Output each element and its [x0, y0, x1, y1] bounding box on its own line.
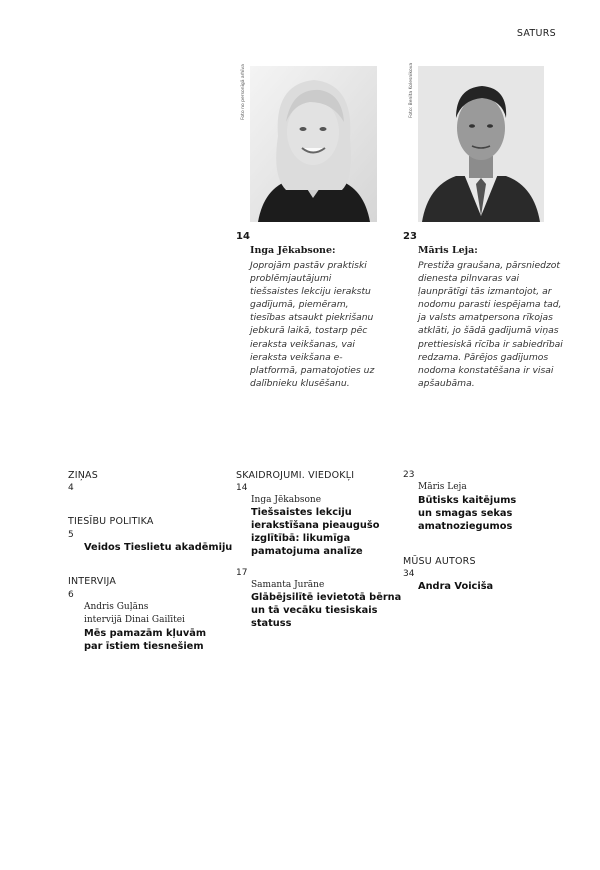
photo-credit-2: Foto: Benita Kolesnikova: [409, 62, 414, 118]
feature-person-name: Māris Leja:: [418, 245, 478, 256]
feature-person-name: Inga Jēkabsone:: [250, 245, 336, 256]
toc-entry-author: Andris Guļāns: [84, 602, 149, 612]
toc-entry-title[interactable]: pamatojuma analīze: [251, 546, 363, 557]
toc-page-number[interactable]: 17: [236, 568, 248, 578]
toc-section-tiesibu-politika: TIESĪBU POLITIKA: [68, 516, 154, 527]
feature-quote: Joprojām pastāv praktiski problēmjautājumi tiešsaistes lekciju ierakstu gadījumā, piemēram, tiesības atsaukt piekrišanu jebkurā laikā, tostarp pēc ieraksta veikšanas, vai ieraksta veikšana e-platformā, pamatojoties uz dalībnieku klusēšanu.: [250, 260, 375, 389]
toc-section-zinas: ZIŅAS: [68, 470, 98, 481]
toc-entry-title[interactable]: Andra Voiciša: [418, 581, 494, 592]
toc-entry-author: Māris Leja: [418, 482, 467, 492]
toc-entry-title[interactable]: ierakstīšana pieaugušo: [251, 520, 380, 531]
toc-page-number[interactable]: 6: [68, 590, 74, 600]
toc-entry-title[interactable]: Būtisks kaitējums: [418, 495, 517, 506]
toc-section-intervija: INTERVIJA: [68, 576, 117, 587]
portrait-photo-inga: [250, 66, 377, 222]
page-header-label: SATURS: [516, 28, 556, 39]
portrait-photo-maris: [418, 66, 544, 222]
toc-page-number[interactable]: 5: [68, 530, 74, 540]
photo-credit-1: Foto no personīgā arhīva: [241, 64, 246, 120]
toc-entry-title[interactable]: Mēs pamazām kļuvām: [84, 628, 207, 639]
toc-page-number[interactable]: 4: [68, 483, 74, 493]
toc-entry-title[interactable]: par īstiem tiesnešiem: [84, 641, 204, 652]
toc-page-number[interactable]: 14: [236, 483, 248, 493]
toc-page-number[interactable]: 34: [403, 569, 415, 579]
toc-entry-title[interactable]: izglītībā: likumīga: [251, 533, 351, 544]
toc-entry-author: Samanta Jurāne: [251, 580, 325, 590]
toc-entry-title[interactable]: un smagas sekas: [418, 508, 513, 519]
feature-page-number: 14: [236, 231, 250, 242]
toc-section-skaidrojumi: SKAIDROJUMI. VIEDOKĻI: [236, 470, 355, 481]
feature-quote: Prestiža graušana, pārsniedzot dienesta pilnvaras vai ļaunprātīgi tās izmantojot, ar nodomu parasti iespējama tad, ja valsts amatpersona rīkojas atklāti, jo šādā gadījumā viņas prettiesiskā rīcība ir sabiedrībai redzama. Pārējos gadījumos nodoma konstatēšana ir visai apšaubāma.: [418, 260, 563, 389]
feature-page-number: 23: [403, 231, 417, 242]
toc-entry-title[interactable]: Tiešsaistes lekciju: [251, 507, 352, 518]
toc-entry-title[interactable]: statuss: [251, 618, 292, 629]
toc-entry-author: Inga Jēkabsone: [251, 495, 322, 505]
toc-entry-title[interactable]: un tā vecāku tiesiskais: [251, 605, 378, 616]
toc-entry-title[interactable]: Glābējsilītē ievietotā bērna: [251, 592, 402, 603]
toc-section-musu-autors: MŪSU AUTORS: [403, 556, 476, 567]
toc-entry-author: intervijā Dinai Gailītei: [84, 615, 185, 625]
toc-page-number[interactable]: 23: [403, 470, 415, 480]
toc-entry-title[interactable]: amatnoziegumos: [418, 521, 513, 532]
toc-entry-title[interactable]: Veidos Tieslietu akadēmiju: [84, 542, 233, 553]
